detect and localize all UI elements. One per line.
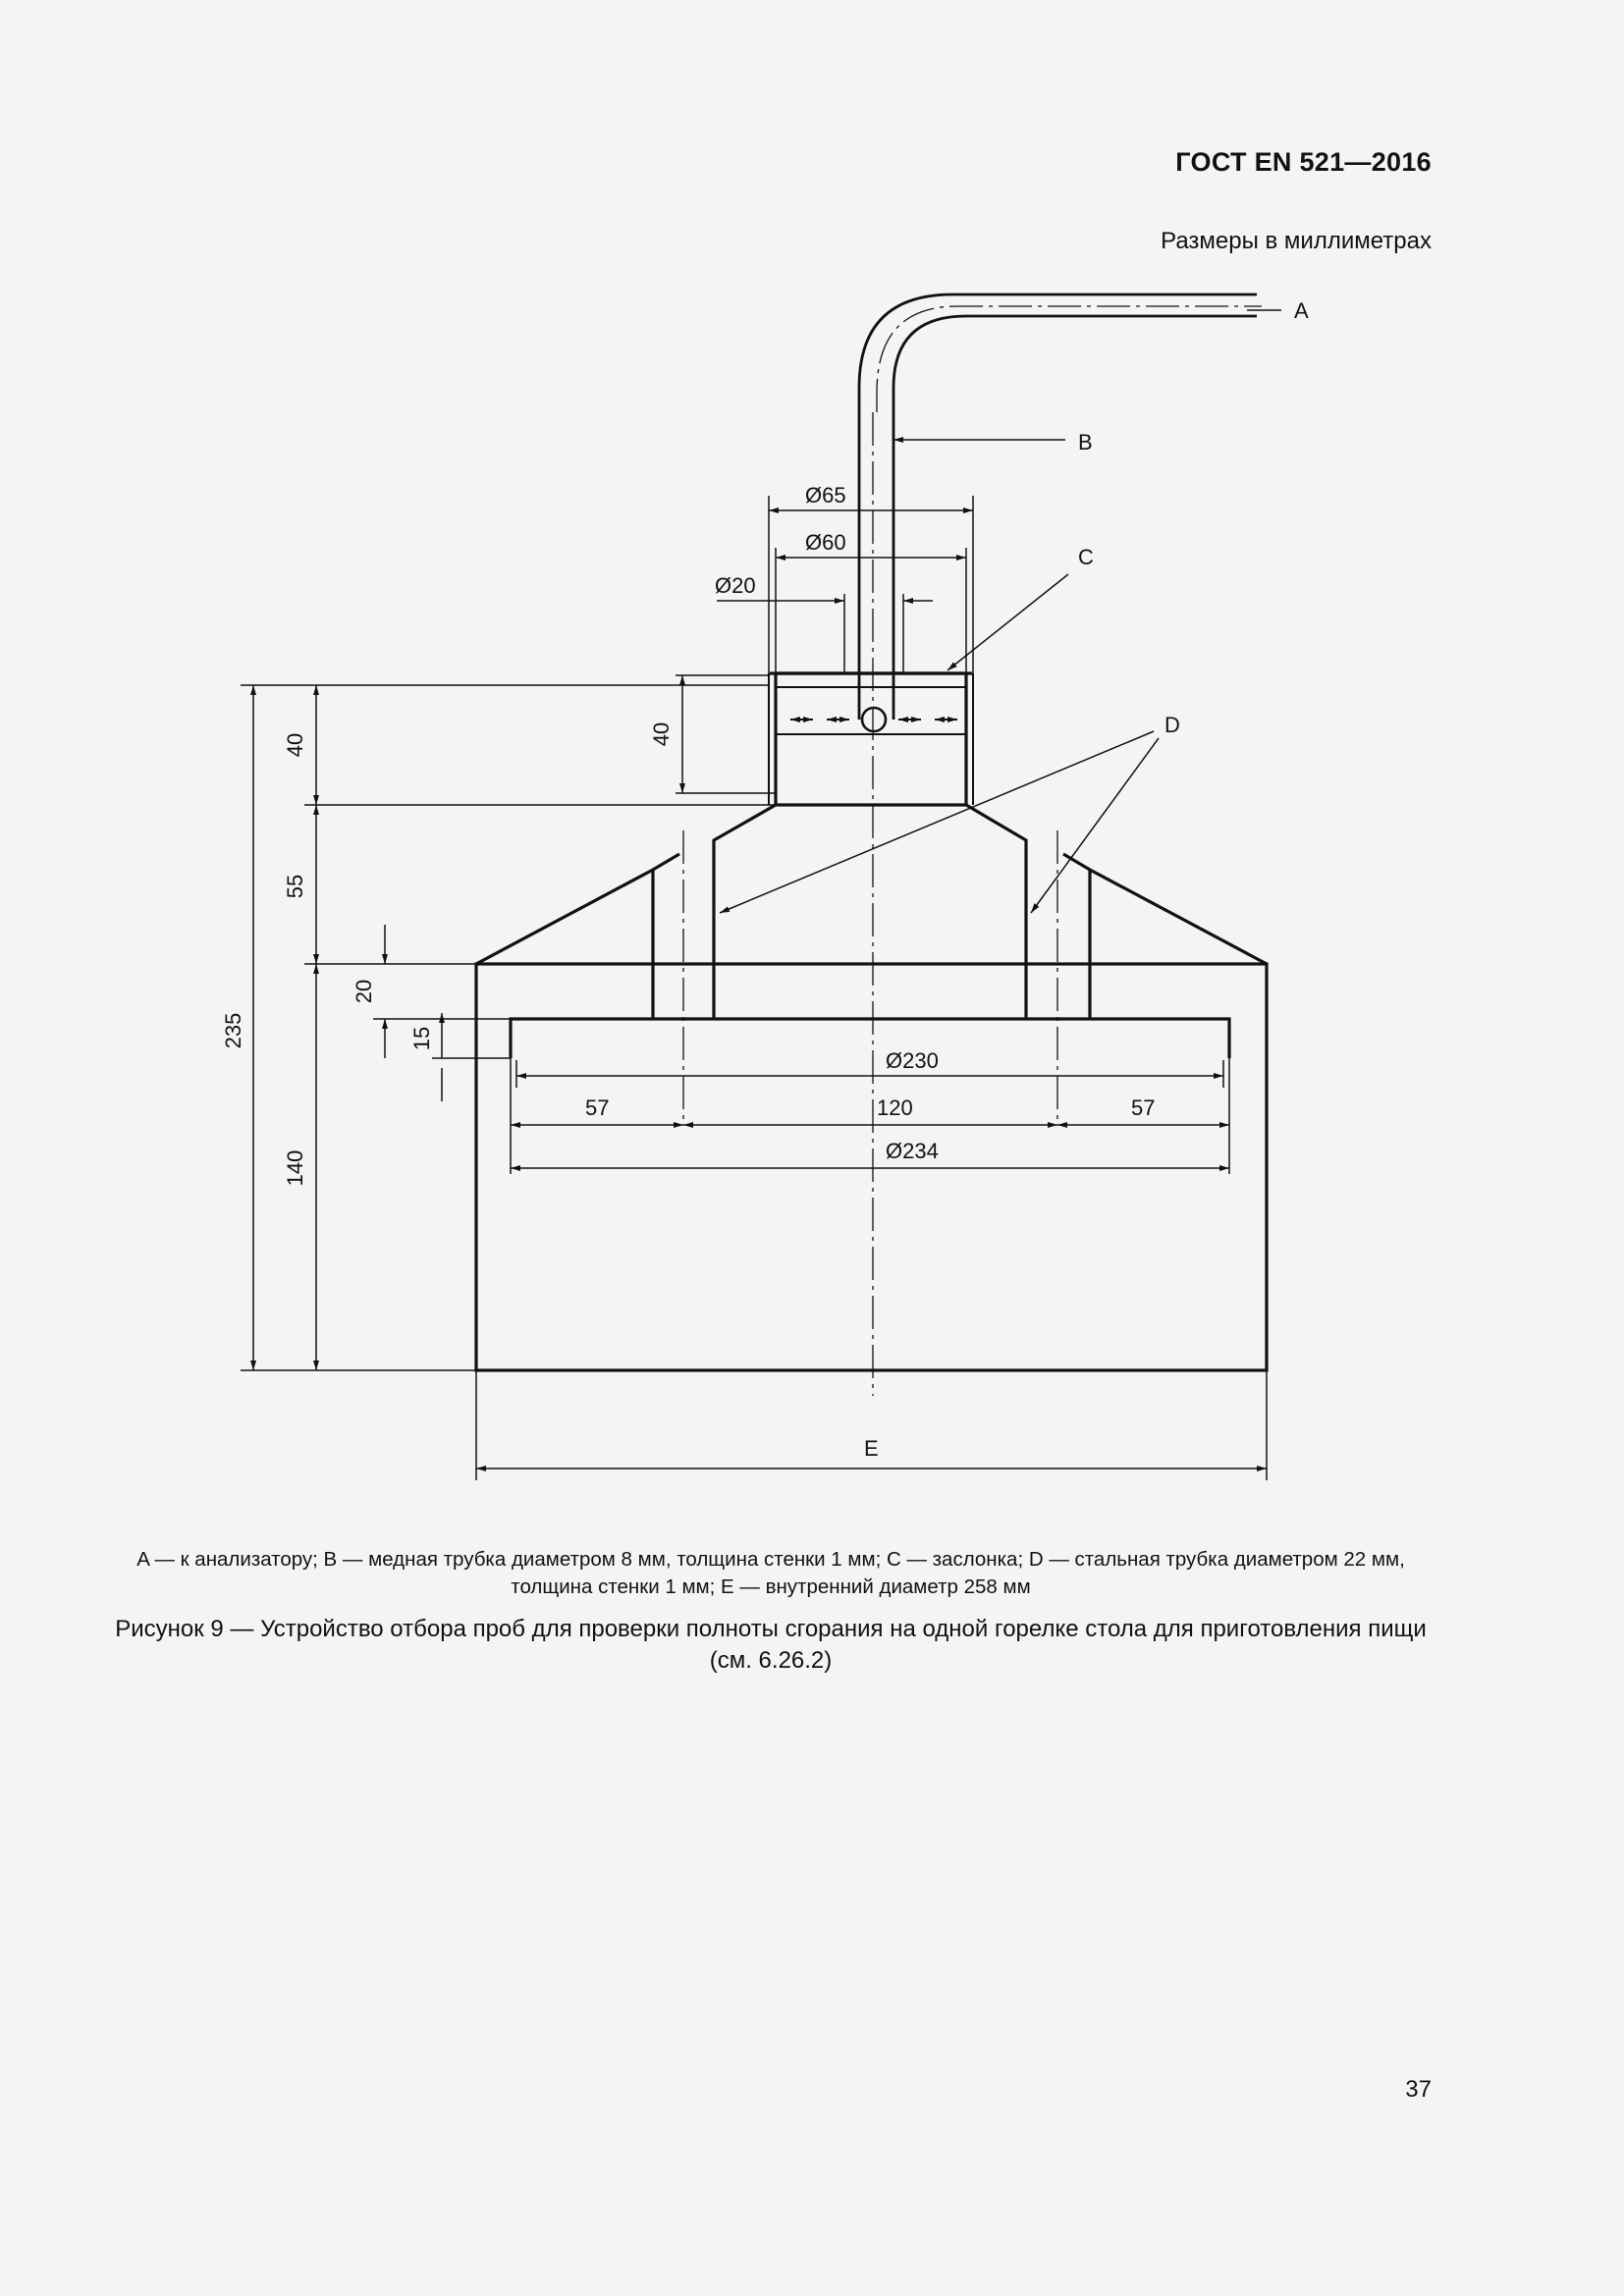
dim-d20: Ø20 [715,573,756,598]
roof-right [1090,870,1267,1019]
document-code: ГОСТ EN 521—2016 [1175,147,1432,177]
dim-w57-left: 57 [585,1095,610,1120]
figure-caption: Рисунок 9 — Устройство отбора проб для проверки полноты сгорания на одной горелке стола для приготовления пищи (см. 6.26.2) [115,1616,1427,1674]
callout-d: D [1164,713,1180,737]
page-number: 37 [1405,2076,1432,2103]
dim-d60: Ø60 [805,530,846,555]
callout-a: A [1294,298,1309,323]
copper-tube-inner [893,316,1257,720]
neck [776,673,966,805]
dim-h15: 15 [409,1026,434,1051]
callout-e: E [864,1436,879,1461]
tube-end [862,708,886,731]
figure-legend: A — к анализатору; B — медная трубка диаметром 8 мм, толщина стенки 1 мм; C — заслонка; D — стальная трубка диаметром 22 мм, толщина стенки 1 мм; E — внутренний диаметр 258 мм [136,1548,1405,1598]
dim-h40-left: 40 [283,732,307,758]
dim-h140: 140 [283,1149,307,1187]
callout-c: C [1078,545,1094,569]
centre-lines [648,306,1262,1396]
outer-hood-box [476,964,1267,1370]
neck-outer [769,673,973,805]
roof-left [476,870,653,1019]
roof-center [714,805,1026,1019]
dim-w120: 120 [877,1095,913,1120]
copper-tube-outer [859,294,1257,720]
callout-b: B [1078,430,1093,454]
dim-w57-right: 57 [1131,1095,1156,1120]
dim-d65: Ø65 [805,483,846,507]
units-note: Размеры в миллиметрах [1161,228,1432,254]
inner-rim [511,1019,1229,1058]
dim-h235: 235 [221,1012,245,1049]
dim-h40-inner: 40 [649,721,674,747]
device-outline [476,294,1267,1370]
dim-d230: Ø230 [886,1048,939,1073]
dim-h55: 55 [283,874,307,899]
dim-h20: 20 [352,979,376,1004]
dimension-lines [241,310,1281,1480]
dim-d234: Ø234 [886,1139,939,1163]
roof-left-stub [653,854,679,870]
